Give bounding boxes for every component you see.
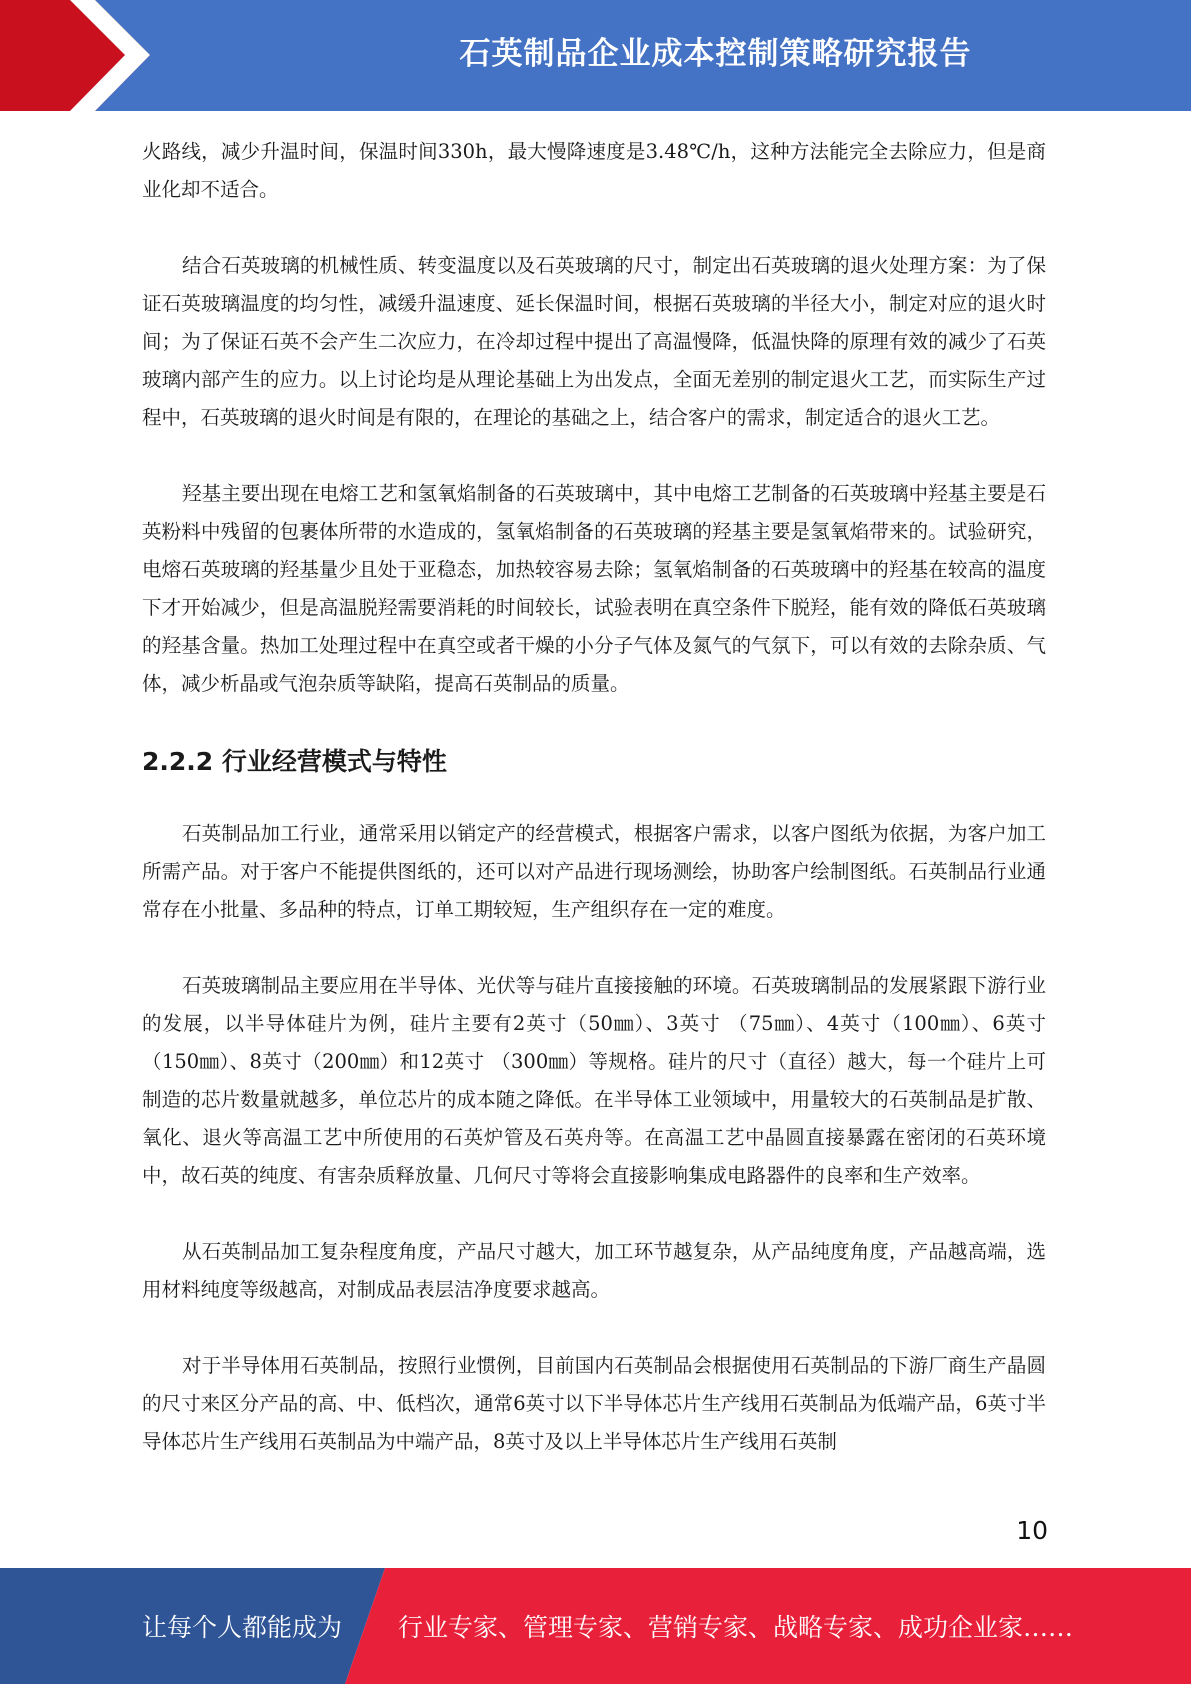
- footer-slogan-left: 让每个人都能成为: [142, 1613, 343, 1642]
- page-body: [142, 133, 1046, 1499]
- page-header: [0, 0, 1191, 111]
- paragraph-complexity: 从石英制品加工复杂程度角度，产品尺寸越大，加工环节越复杂，从产品纯度角度，产品越高端，选用材料纯度等级越高，对制成品表层洁净度要求越高。: [142, 1240, 1046, 1301]
- paragraph-hydroxyl: 羟基主要出现在电熔工艺和氢氧焰制备的石英玻璃中，其中电熔工艺制备的石英玻璃中羟基主要是石英粉料中残留的包裹体所带的水造成的，氢氧焰制备的石英玻璃的羟基主要是氢氧焰带来的。试验研究，电熔石英玻璃的羟基量少且处于亚稳态，加热较容易去除；氢氧焰制备的石英玻璃中的羟基在较高的温度下才开始减少，但是高温脱羟需要消耗的时间较长，试验表明在真空条件下脱羟，能有效的降低石英玻璃的羟基含量。热加工处理过程中在真空或者干燥的小分子气体及氮气的气氛下，可以有效的去除杂质、气体，减少析晶或气泡杂质等缺陷，提高石英制品的质量。: [142, 482, 1046, 695]
- paragraph-product-tiers: 对于半导体用石英制品，按照行业惯例，目前国内石英制品会根据使用石英制品的下游厂商生产晶圆的尺寸来区分产品的高、中、低档次，通常6英寸以下半导体芯片生产线用石英制品为低端产品，6英寸半导体芯片生产线用石英制品为中端产品，8英寸及以上半导体芯片生产线用石英制: [142, 1354, 1046, 1453]
- page-footer: [0, 1568, 1191, 1684]
- report-title: 石英制品企业成本控制策略研究报告: [459, 35, 972, 72]
- page-number: 10: [1016, 1516, 1048, 1545]
- paragraph-semiconductor-use: 石英玻璃制品主要应用在半导体、光伏等与硅片直接接触的环境。石英玻璃制品的发展紧跟下游行业的发展，以半导体硅片为例，硅片主要有2英寸（50㎜）、3英寸 （75㎜）、4英寸（100㎜）、6英寸（150㎜）、8英寸（200㎜）和12英寸 （300㎜）等规格。硅片的尺寸（直径）越大，每一个硅片上可制造的芯片数量就越多，单位芯片的成本随之降低。在半导体工业领域中，用量较大的石英制品是扩散、氧化、退火等高温工艺中所使用的石英炉管及石英舟等。在高温工艺中晶圆直接暴露在密闭的石英环境中，故石英的纯度、有害杂质释放量、几何尺寸等将会直接影响集成电路器件的良率和生产效率。: [142, 974, 1046, 1187]
- paragraph-annealing-plan: 结合石英玻璃的机械性质、转变温度以及石英玻璃的尺寸，制定出石英玻璃的退火处理方案：为了保证石英玻璃温度的均匀性，减缓升温速度、延长保温时间，根据石英玻璃的半径大小，制定对应的退火时间；为了保证石英不会产生二次应力，在冷却过程中提出了高温慢降，低温快降的原理有效的减少了石英玻璃内部产生的应力。以上讨论均是从理论基础上为出发点，全面无差别的制定退火工艺，而实际生产过程中，石英玻璃的退火时间是有限的，在理论的基础之上，结合客户的需求，制定适合的退火工艺。: [142, 254, 1046, 429]
- footer-slogan-right: 行业专家、管理专家、营销专家、战略专家、成功企业家……: [398, 1613, 1074, 1642]
- paragraph-business-model: 石英制品加工行业，通常采用以销定产的经营模式，根据客户需求，以客户图纸为依据，为客户加工所需产品。对于客户不能提供图纸的，还可以对产品进行现场测绘，协助客户绘制图纸。石英制品行业通常存在小批量、多品种的特点，订单工期较短，生产组织存在一定的难度。: [142, 822, 1046, 921]
- section-heading: 2.2.2 行业经营模式与特性: [142, 747, 447, 776]
- paragraph-continuation: 火路线，减少升温时间，保温时间330h，最大慢降速度是3.48℃/h，这种方法能完全去除应力，但是商业化却不适合。: [142, 140, 1046, 201]
